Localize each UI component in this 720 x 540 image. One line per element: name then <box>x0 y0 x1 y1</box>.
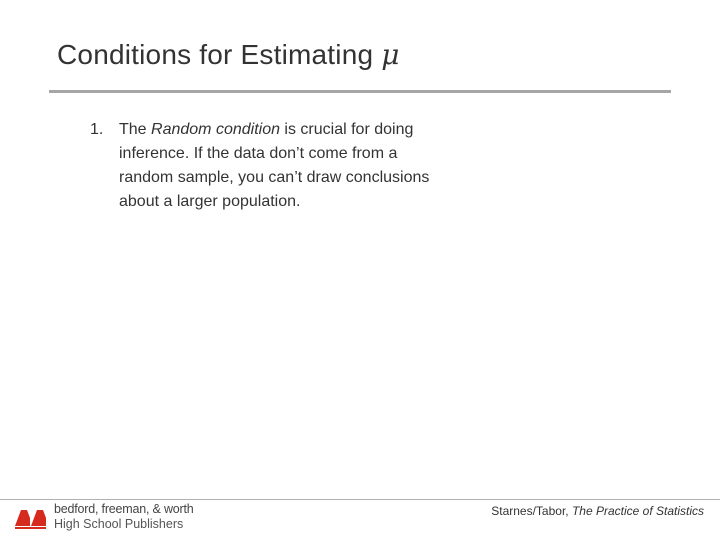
list-text-after: is crucial for doing inference. If the data don’t come from a random sample, you can’t draw conclusions about a larger population. <box>119 121 430 210</box>
citation <box>491 504 704 518</box>
footer-divider <box>0 499 720 500</box>
publisher-line2: High School Publishers <box>54 517 184 531</box>
slide-title <box>57 38 400 71</box>
macmillan-logo-icon <box>14 504 48 530</box>
citation-authors: Starnes/Tabor, <box>491 504 572 518</box>
title-divider <box>49 90 671 93</box>
list-text-before: The <box>119 121 152 138</box>
publisher-name <box>54 502 194 532</box>
citation-book: The Practice of Statistics <box>571 504 704 518</box>
list-item <box>90 118 450 214</box>
list-text-emphasis: Random condition <box>151 121 280 138</box>
mu-symbol: μ <box>381 38 400 71</box>
list-number: 1. <box>90 121 104 138</box>
publisher-logo <box>14 502 194 536</box>
slide-content <box>90 118 450 214</box>
publisher-line1: bedford, freeman, & worth <box>54 502 194 516</box>
slide-title-text: Conditions for Estimating <box>57 39 374 70</box>
list-text <box>119 118 450 214</box>
